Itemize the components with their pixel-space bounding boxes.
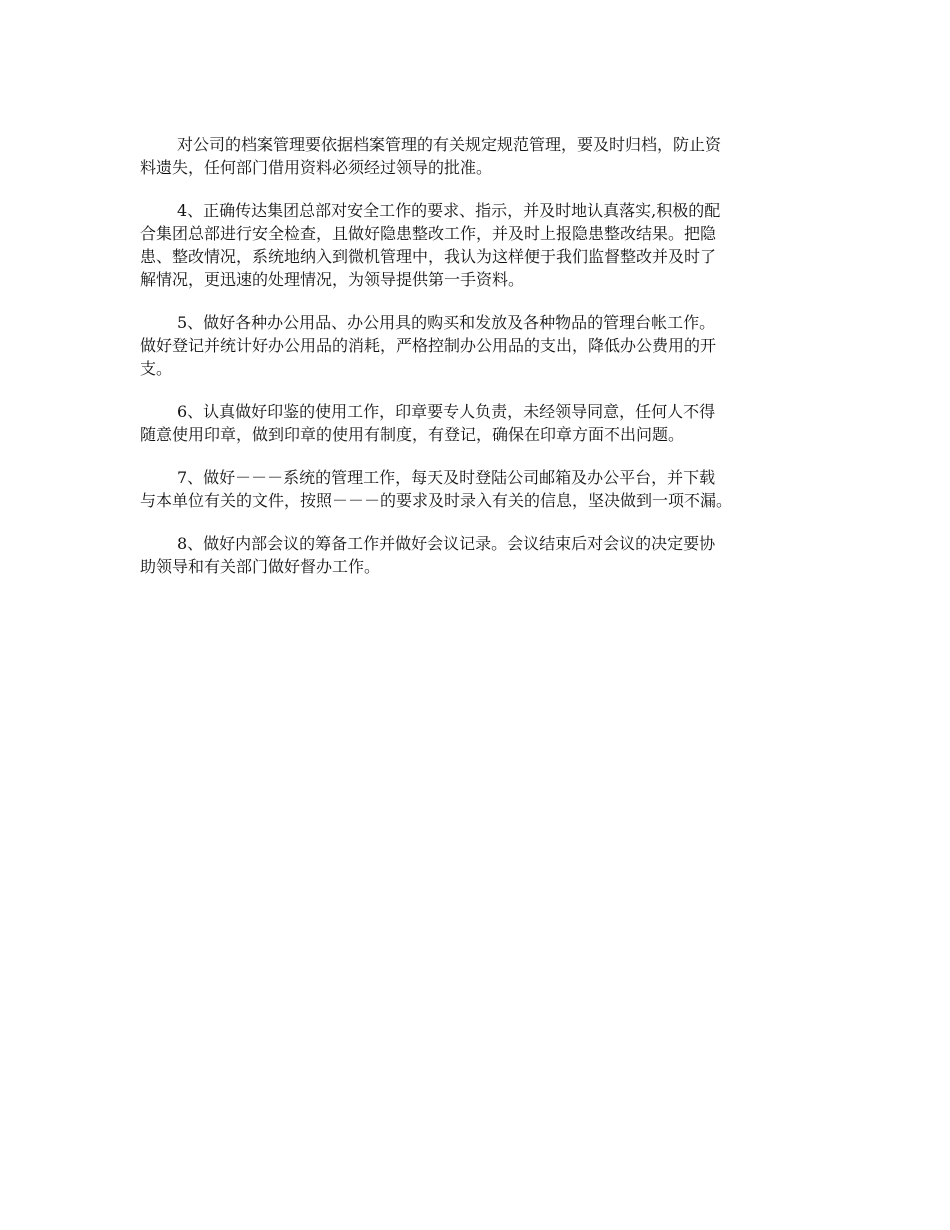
- text-line: 8、做好内部会议的筹备工作并做好会议记录。会议结束后对会议的决定要协: [177, 534, 716, 553]
- text-line: 4、正确传达集团总部对安全工作的要求、指示，并及时地认真落实,积极的配: [177, 201, 721, 220]
- text-line: 6、认真做好印鉴的使用工作，印章要专人负责，未经领导同意，任何人不得: [177, 402, 716, 421]
- paragraph-item-7: [140, 466, 812, 512]
- text-line: 做好登记并统计好办公用品的消耗，严格控制办公用品的支出，降低办公费用的开: [140, 336, 717, 355]
- paragraph-item-4: [140, 199, 812, 291]
- text-line: 患、整改情况，系统地纳入到微机管理中，我认为这样便于我们监督整改并及时了: [140, 247, 717, 266]
- text-line: 对公司的档案管理要依据档案管理的有关规定规范管理，要及时归档，防止资: [177, 135, 722, 154]
- text-line: 助领导和有关部门做好督办工作。: [140, 557, 381, 576]
- text-line: 解情况，更迅速的处理情况，为领导提供第一手资料。: [140, 270, 525, 289]
- paragraph-archive-management: [140, 133, 812, 179]
- text-line: 支。: [140, 359, 173, 378]
- text-line: 5、做好各种办公用品、办公用具的购买和发放及各种物品的管理台帐工作。: [177, 313, 716, 332]
- text-line: 料遗失，任何部门借用资料必须经过领导的批准。: [140, 158, 493, 177]
- text-line: 7、做好－－－系统的管理工作，每天及时登陆公司邮箱及办公平台，并下载: [177, 468, 716, 487]
- text-line: 合集团总部进行安全检查，且做好隐患整改工作，并及时上报隐患整改结果。把隐: [140, 224, 717, 243]
- paragraph-item-6: [140, 400, 812, 446]
- paragraph-item-8: [140, 532, 812, 578]
- text-line: 随意使用印章，做到印章的使用有制度，有登记，确保在印章方面不出问题。: [140, 425, 685, 444]
- paragraph-item-5: [140, 311, 812, 380]
- text-line: 与本单位有关的文件，按照－－－的要求及时录入有关的信息，坚决做到一项不漏。: [140, 491, 733, 510]
- document-body: [140, 133, 812, 598]
